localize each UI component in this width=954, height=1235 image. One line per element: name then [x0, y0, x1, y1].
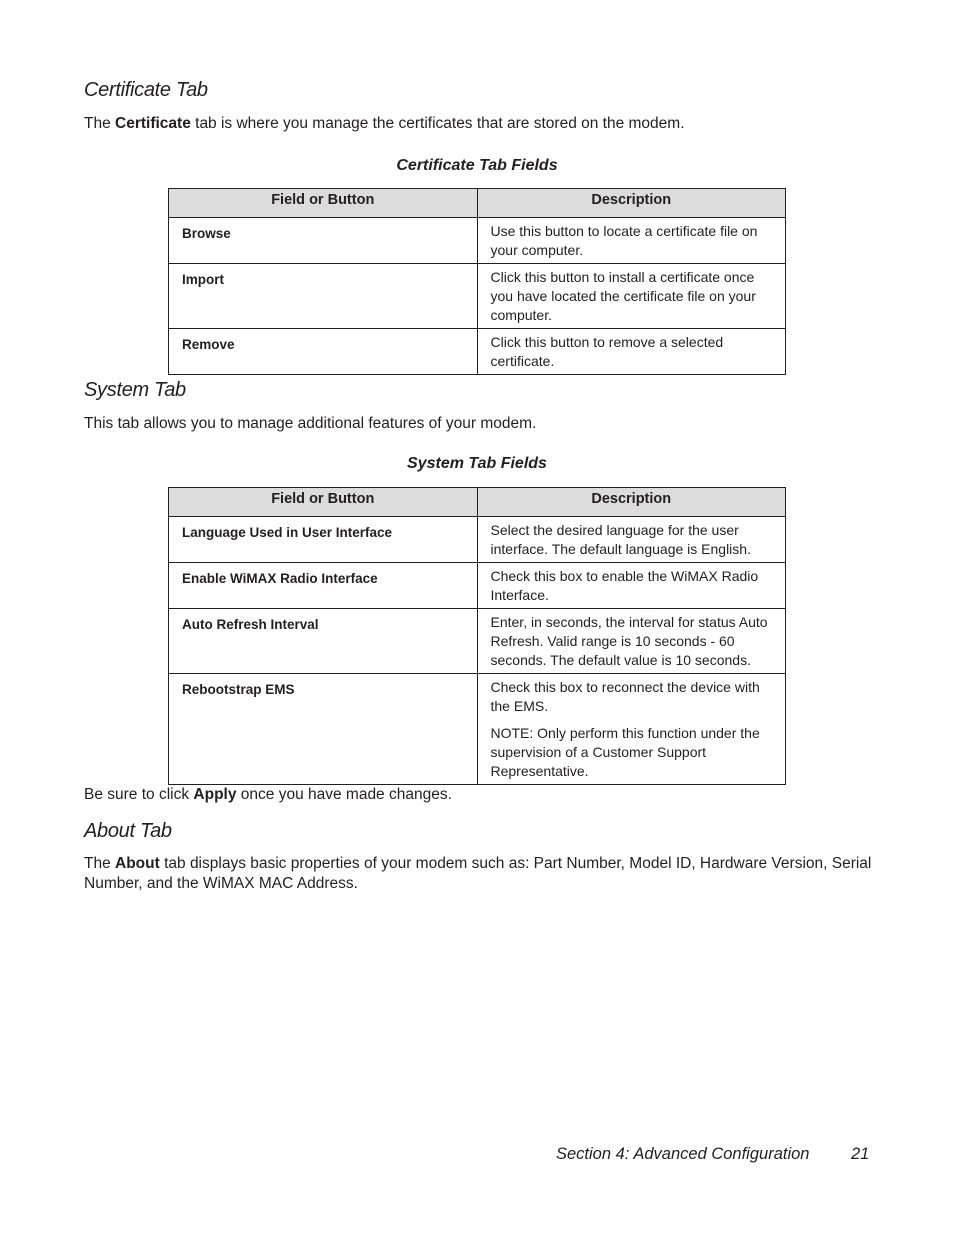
field-name: Auto Refresh Interval — [169, 609, 478, 674]
field-description: Click this button to remove a selected certificate. — [477, 329, 786, 375]
footer-section-title: Section 4: Advanced Configuration — [556, 1145, 810, 1163]
certificate-fields-table — [168, 188, 786, 375]
column-header-field: Field or Button — [169, 189, 478, 218]
table-header-row — [169, 189, 786, 218]
field-name: Language Used in User Interface — [169, 517, 478, 563]
table-row — [169, 563, 786, 609]
field-name: Remove — [169, 329, 478, 375]
field-description: Select the desired language for the user interface. The default language is English. — [477, 517, 786, 563]
field-description: Check this box to reconnect the device with the EMS. NOTE: Only perform this function under the supervision of a Customer Support Representative. — [477, 674, 786, 785]
column-header-field: Field or Button — [169, 488, 478, 517]
certificate-tab-intro: The Certificate tab is where you manage the certificates that are stored on the modem. — [84, 115, 685, 132]
table-row — [169, 674, 786, 785]
table-row — [169, 517, 786, 563]
column-header-description: Description — [477, 488, 786, 517]
about-tab-heading: About Tab — [84, 820, 172, 842]
field-description: Check this box to enable the WiMAX Radio Interface. — [477, 563, 786, 609]
note-text: NOTE: Only perform this function under the supervision of a Customer Support Representative. — [490, 725, 760, 779]
field-description: Use this button to locate a certificate file on your computer. — [477, 218, 786, 264]
field-name: Browse — [169, 218, 478, 264]
table-row — [169, 218, 786, 264]
field-name: Import — [169, 264, 478, 329]
table-row — [169, 329, 786, 375]
system-table-caption: System Tab Fields — [407, 455, 547, 472]
certificate-table-caption: Certificate Tab Fields — [396, 157, 558, 174]
column-header-description: Description — [477, 189, 786, 218]
field-name: Enable WiMAX Radio Interface — [169, 563, 478, 609]
about-tab-intro: The About tab displays basic properties of your modem such as: Part Number, Model ID, Hardware Version, Serial Number, and the WiMAX MAC Address. — [84, 855, 872, 892]
field-name: Rebootstrap EMS — [169, 674, 478, 785]
system-tab-heading: System Tab — [84, 379, 186, 401]
table-row — [169, 264, 786, 329]
apply-instruction: Be sure to click Apply once you have made changes. — [84, 786, 452, 803]
field-description: Click this button to install a certificate once you have located the certificate file on your computer. — [477, 264, 786, 329]
table-row — [169, 609, 786, 674]
table-header-row — [169, 488, 786, 517]
page-number: 21 — [851, 1145, 870, 1163]
field-description: Enter, in seconds, the interval for status Auto Refresh. Valid range is 10 seconds - 60 seconds. The default value is 10 seconds. — [477, 609, 786, 674]
system-tab-intro: This tab allows you to manage additional features of your modem. — [84, 415, 537, 432]
certificate-tab-heading: Certificate Tab — [84, 79, 208, 101]
system-fields-table — [168, 487, 786, 785]
